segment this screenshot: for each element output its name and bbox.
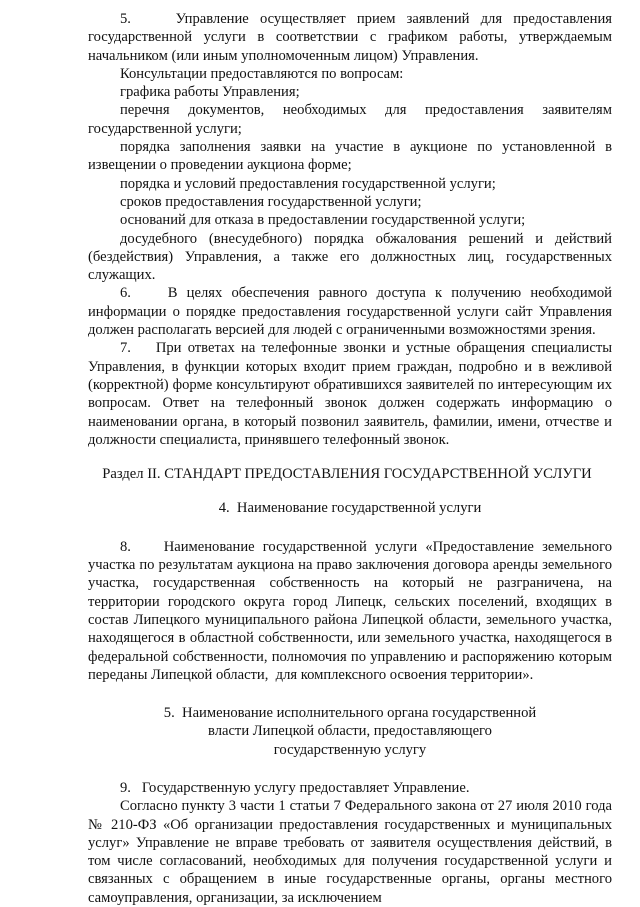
consultation-item-conditions: порядка и условий предоставления государственной услуги; bbox=[120, 175, 496, 192]
consultation-item-application-form: порядка заполнения заявки на участие в аукционе по установленной в извещении о проведении аукциона форме; bbox=[88, 139, 612, 174]
paragraph-5: 5. Управление осуществляет прием заявлений для предоставления государственной услуги в соответствии с графиком работы, утверждаемым начальником (или иным уполномоченным лицом) Управления. bbox=[88, 11, 612, 64]
spacer bbox=[88, 518, 612, 538]
heading-5-line-2: власти Липецкой области, предоставляющего bbox=[208, 723, 492, 740]
spacer bbox=[88, 759, 612, 779]
consultation-item-schedule: графика работы Управления; bbox=[120, 84, 300, 101]
heading-5-line-3: государственную услугу bbox=[273, 741, 427, 758]
consultation-item-refusal-grounds: оснований для отказа в предоставлении государственной услуги; bbox=[120, 212, 526, 229]
paragraph-7: 7. При ответах на телефонные звонки и устные обращения специалисты Управления, в функции которых входит прием граждан, подробно и в вежливой (корректной) форме консультируют обратившихся заявителей по интересующим их вопросам. Ответ на телефонный звонок должен содержать информацию о наименовании органа, в который позвонил заявитель, фамилии, имени, отчестве и должности специалиста, принявшего телефонный звонок. bbox=[88, 340, 612, 448]
paragraph-9: 9. Государственную услугу предоставляет Управление. bbox=[120, 779, 470, 796]
paragraph-9-continuation: Согласно пункту 3 части 1 статьи 7 Федерального закона от 27 июля 2010 года № 210-ФЗ «Об организации предоставления государственных и муниципальных услуг» Управление не вправе требовать от заявителя осуществления действий, в том числе согласований, необходимых для получения государственной услуги и связанных с обращением в иные государственные органы, органы местного самоуправления, организации, за исключением bbox=[88, 798, 612, 906]
section-2-title: Раздел II. СТАНДАРТ ПРЕДОСТАВЛЕНИЯ ГОСУДАРСТВЕННОЙ УСЛУГИ bbox=[102, 466, 592, 483]
spacer bbox=[88, 449, 612, 465]
spacer bbox=[88, 483, 612, 499]
heading-5 bbox=[88, 704, 612, 759]
consultation-item-documents: перечня документов, необходимых для предоставления заявителям государственной услуги; bbox=[88, 102, 612, 137]
paragraph-6: 6. В целях обеспечения равного доступа к получению необходимой информации о порядке предоставления государственной услуги сайт Управления должен располагать версией для людей с ограниченными возможностями зрения. bbox=[88, 285, 612, 339]
consultation-item-terms: сроков предоставления государственной услуги; bbox=[120, 193, 422, 210]
heading-4: 4. Наименование государственной услуги bbox=[218, 500, 482, 517]
consultation-item-appeal: досудебного (внесудебного) порядка обжалования решений и действий (бездействия) Управления, а также его должностных лиц, государственных служащих. bbox=[88, 230, 612, 284]
heading-5-line-1: 5. Наименование исполнительного органа государственной bbox=[163, 705, 537, 722]
consultation-intro: Консультации предоставляются по вопросам: bbox=[120, 65, 404, 82]
paragraph-8: 8. Наименование государственной услуги «Предоставление земельного участка по результатам аукциона на право заключения договора аренды земельного участка, государственная собственность на который не разграничена, на территории городского округа город Липецк, сельских поселений, входящих в состав Липецкого муниципального района Липецкой области, земельного участка, находящегося в областной собственности, или земельного участка, находящегося в федеральной собственности, полномочия по управлению и распоряжению которым переданы Липецкой области, для комплексного освоения территории». bbox=[88, 538, 612, 683]
spacer bbox=[88, 684, 612, 704]
